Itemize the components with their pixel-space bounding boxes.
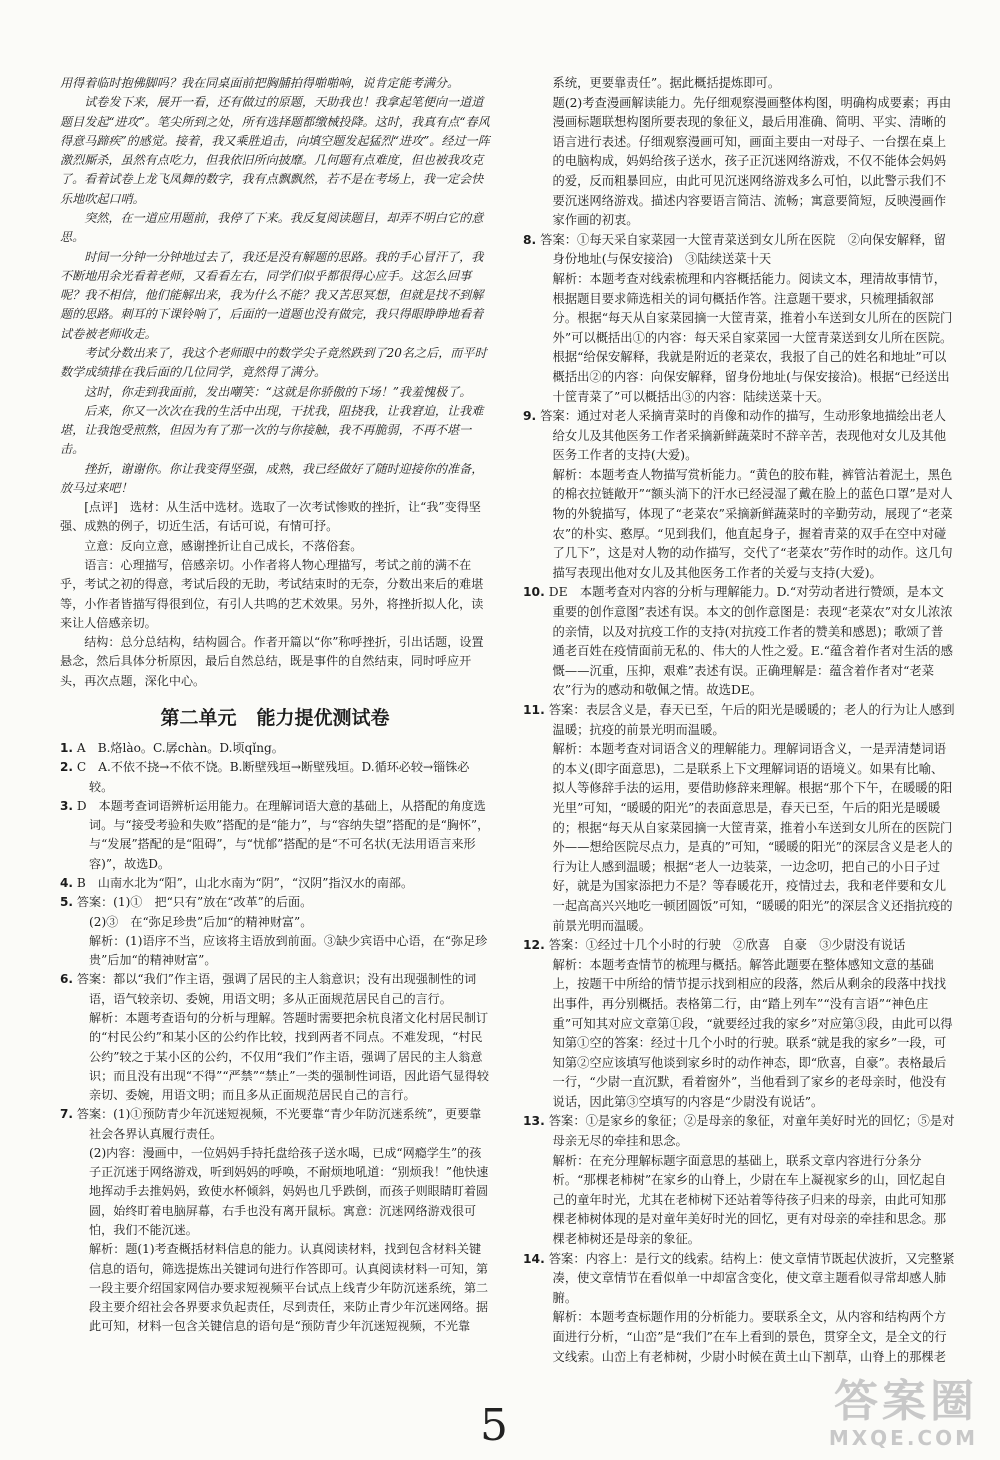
answer-text: (2)内容：漫画中，一位妈妈手持托盘给孩子送水喝，已成“网瘾学生”的孩子正沉迷于网络游戏，听到妈妈的呼唤，不耐烦地吼道：“别烦我！”他快速地挥动手去推妈妈，致使水杯倾斜，妈妈也几乎跌倒，而孩子则眼睛盯着圆圆，始终盯着电脑屏幕，右手也没有离开鼠标。寓意：沉迷网络游戏很可怕，我们不能沉迷。 [89, 1145, 489, 1238]
answer-item [60, 797, 490, 874]
answer-item [60, 874, 490, 893]
answer-text: 解析：本题考查对线索梳理和内容概括能力。阅读文本，理清故事情节，根据题目要求筛选相关的词句概括作答。注意题干要求，只梳理插叙部分。根据“每天从自家菜园摘一大筐青菜，推着小车送到女儿所在的医院门外”可以概括出①的内容：每天采自家菜园一大筐青菜送到女儿所在医院。根据“给保安解释，我就是附近的老菜农，我报了自己的姓名和地址”可以概括出②的内容：向保安解释，留身份地址(与保安接洽)。根据“已经送出十筐青菜了”可以概括出③的内容：陆续送菜十天。 [552, 271, 953, 404]
answer-item [523, 407, 955, 466]
answer-text: 答案：(1)① 把“只有”放在“改革”的后面。 [76, 895, 313, 910]
answer-item [523, 1112, 955, 1151]
answer-text: 答案：内容上：是行文的线索。结构上：使文章情节既起伏波折，又完整紧凑，使文章情节在看似单一中却富含变化，使文章主题看似寻常却感人肺腑。 [548, 1251, 955, 1305]
essay-paragraph: 试卷发下来，展开一看，还有做过的原题，天助我也！我拿起笔便向一道道题目发起“进攻”。笔尖所到之处，所有选择题都缴械投降。这时，我真有点“春风得意马蹄疾”的感觉。接着，我又乘胜追击，向填空题发起猛烈“进攻”。经过一阵激烈厮杀，虽然有点吃力，但我依旧所向披靡。几何题有点难度，但也被我攻克了。看着试卷上龙飞凤舞的数字，我有点飘飘然，若不是在考场上，我一定会快乐地吹起口哨。 [60, 95, 490, 206]
essay-paragraph: [点评] 选材：从生活中选材。选取了一次考试惨败的挫折，让“我”变得坚强、成熟的例子，切近生活，有话可说，有情可抒。 [60, 500, 481, 534]
answer-text: 解析：在充分理解标题字面意思的基础上，联系文章内容进行分条分析。“那棵老柿树”在家乡的山脊上，少尉在车上凝视家乡的山，回忆起自己的童年时光，尤其在老柿树下还站着等待孩子归来的母亲，由此可知那棵老柿树体现的是对童年美好时光的回忆，更有对母亲的牵挂和思念。那棵老柿树还是母亲的象征。 [552, 1153, 947, 1247]
question-number: 5. [60, 895, 74, 910]
answer-item [60, 758, 490, 797]
page-number: 5 [480, 1400, 508, 1451]
answer-item [523, 231, 955, 270]
answer-text: DE 本题考查对内容的分析与理解能力。D.“对劳动者进行赞颂，是本文重要的创作意图”表述有误。本文的创作意图是：表现“老菜农”对女儿浓浓的亲情，以及对抗疫工作的支持(对抗疫工作者的赞美和感恩)；歌颂了普通老百姓在疫情面前无私的、伟大的人性之爱。E.“蕴含着作者对生活的感慨——沉重，压抑，艰难”表述有误。正确理解是：蕴含着作者对“老菜农”行为的感动和敬佩之情。故选DE。 [548, 585, 953, 698]
question-number: 13. [523, 1114, 545, 1129]
answer-text: 解析：本题考查语句的分析与理解。答题时需要把余杭良渚文化村居民制订的“村民公约”和某小区的公约作比较，找到两者不同点。不难发现，“村民公约”较之于某小区的公约，不仅用“我们”作主语，强调了居民的主人翁意识；而且没有出现“不得”“严禁”“禁止”一类的强制性词语，因此语气显得较亲切、委婉，用语文明；而且多从正面规范居民自己的言行。 [89, 1010, 489, 1103]
question-number: 4. [60, 875, 74, 890]
answer-continuation [523, 466, 955, 584]
left-column [60, 74, 490, 1337]
essay-paragraph: 考试分数出来了，我这个老师眼中的数学尖子竟然跌到了20名之后，而平时数学成绩排在我后面的几位同学，竟然得了满分。 [60, 345, 487, 380]
answer-continuation [523, 1152, 955, 1250]
answer-text: 题(2)考查漫画解读能力。先仔细观察漫画整体构图，明确构成要素；再由漫画标题联想构图所要表现的象征义，最后用准确、简明、平实、清晰的语言进行表述。仔细观察漫画可知，画面主要由一对母子、一台摆在桌上的电脑构成，妈妈给孩子送水，孩子正沉迷网络游戏，不仅不能体会妈妈的爱，反而粗暴回应，由此可见沉迷网络游戏多么可怕，以此警示我们不要沉迷网络游戏。描述内容要语言简洁、流畅；寓意要简短，反映漫画作家作画的初衷。 [552, 95, 952, 228]
essay-paragraph: 结构：总分总结构，结构圆合。作者开篇以“你”称呼挫折，引出话题，设置悬念，然后具体分析原因，最后自然总结，既是事件的自然结束，同时呼应开头，再次点题，深化中心。 [60, 635, 484, 688]
answer-text: 答案：表层含义是，春天已至，午后的阳光是暖暖的；老人的行为让人感到温暖；抗疫的前景光明而温暖。 [548, 703, 955, 737]
answer-item [523, 936, 955, 956]
answer-continuation [523, 956, 955, 1113]
answer-item [60, 1105, 490, 1144]
answer-item [60, 893, 490, 912]
question-number: 8. [523, 232, 537, 247]
essay-paragraph: 挫折，谢谢你。你让我变得坚强，成熟，我已经做好了随时迎接你的准备，放马过来吧！ [60, 461, 484, 495]
test-name: 能力提优测试卷 [256, 707, 390, 729]
answer-continuation [523, 740, 955, 936]
answer-continuation [60, 1144, 490, 1240]
question-number: 12. [523, 938, 545, 953]
answer-continuation [523, 1308, 955, 1367]
answer-text: 答案：(1)①预防青少年沉迷短视频，不光要靠“青少年防沉迷系统”，更要靠社会各界认真履行责任。 [76, 1107, 482, 1141]
answer-text: 答案：都以“我们”作主语，强调了居民的主人翁意识；没有出现强制性的词语，语气较亲切、委婉，用语文明；多从正面规范居民自己的言行。 [76, 972, 477, 1006]
answer-text: 解析：题(1)考查概括材料信息的能力。认真阅读材料，找到包含材料关键信息的语句，筛选提炼出关键词句进行作答即可。认真阅读材料一可知，第一段主要介绍国家网信办要求短视频平台试点上线青少年防沉迷系统，第二段主要介绍社会各界要求负起责任，尽到责任，来防止青少年沉迷网络。据此可知，材料一包含关键信息的语句是“预防青少年沉迷短视频，不光靠 [89, 1242, 489, 1334]
answer-continuation [60, 913, 490, 932]
answer-text: 解析：本题考查对词语含义的理解能力。理解词语含义，一是弄清楚词语的本义(即字面意思)，二是联系上下文理解词语的语境义。如果有比喻、拟人等修辞手法的运用，要借助修辞来理解。根据“那个下午，在暖暖的阳光里”可知，“暖暖的阳光”的表面意思是，春天已至，午后的阳光是暖暖的；根据“每天从自家菜园摘一大筐青菜，推着小车送到女儿所在的医院门外——想给医院尽点力，是真的”可知，“暖暖的阳光”的深层含义是老人的行为让人感到温暖；根据“老人一边装菜，一边念叨，把自己的小日子过好，就是为国家添把力不是？等春暖花开，疫情过去，我和老伴要和女儿一起高高兴兴地吃一顿团圆饭”可知，“暖暖的阳光”的深层含义还指抗疫的前景光明而温暖。 [552, 742, 953, 933]
essay-paragraph: 用得着临时抱佛脚吗？我在同桌面前把胸脯拍得啪啪响，说肯定能考满分。 [60, 76, 460, 90]
essay-paragraph: 突然，在一道应用题前，我停了下来。我反复阅读题目，却弄不明白它的意思。 [60, 210, 484, 245]
essay-paragraph: 立意：反向立意，感谢挫折让自己成长，不落俗套。 [84, 538, 363, 553]
answer-text: 解析：本题考查标题作用的分析能力。要联系全文，从内容和结构两个方面进行分析，“山峦”是“我们”在车上看到的景色，贯穿全文，是全文的行文线索。山峦上有老柿树，少尉小时候在黄土山下割草，山脊上的那棵老 [552, 1310, 947, 1364]
answer-continuation [523, 94, 955, 231]
answer-continuation [60, 1240, 490, 1336]
answer-text: 解析：本题考查情节的梳理与概括。解答此题要在整体感知文意的基础上，按题干中所给的情节提示找到相应的段落，然后从剩余的段落中找找出事件，再分别概括。表格第二行，由“踏上列车”“没有言语”“神色庄重”可知其对应文章第①段，“就要经过我的家乡”对应第③段，由此可以得知第①空的答案：经过十几个小时的行驶。联系“就是我的家乡”一段，可知第②空应该填写他谈到家乡时的动作神态，即“欣喜，自豪”。表格最后一行，“少尉一直沉默，看着窗外”，当他看到了家乡的老母亲时，他没有说话，因此第③空填写的内容是“少尉没有说话”。 [552, 957, 953, 1109]
question-number: 14. [523, 1251, 545, 1266]
essay-paragraph: 语言：心理描写，倍感亲切。小作者将人物心理描写，考试之前的满不在乎，考试之初的得意，考试后段的无助，考试结束时的无奈，分数出来后的难堪等，小作者皆描写得很到位，有引人共鸣的艺术效果。另外，将挫折拟人化，读来让人倍感亲切。 [60, 558, 484, 630]
question-number: 1. [60, 741, 74, 755]
answer-text: 解析：(1)语序不当，应该将主语放到前面。③缺少宾语中心语，在“弥足珍贵”后加“的精神财富”。 [89, 933, 488, 968]
answer-continuation [60, 932, 490, 971]
answer-text: 答案：①是家乡的象征；②是母亲的象征，对童年美好时光的回忆；⑤是对母亲无尽的牵挂和思念。 [548, 1114, 955, 1149]
answer-item [60, 739, 490, 758]
answer-continuation [523, 270, 955, 407]
answer-text: 答案：①经过十几个小时的行驶 ②欣喜 自豪 ③少尉没有说话 [548, 938, 906, 953]
question-number: 9. [523, 409, 537, 424]
essay-paragraph: 这时，你走到我面前，发出嘲笑：“这就是你骄傲的下场！”我羞愧极了。 [84, 384, 472, 399]
essay-paragraph: 时间一分钟一分钟地过去了，我还是没有解题的思路。我的手心冒汗了，我不断地用余光看着老师，又看看左右，同学们似乎都很得心应手。这怎么回事呢？我不相信，他们能解出来，我为什么不能？我又苦思冥想，但就是找不到解题的思路。刺耳的下课铃响了，后面的一道题也没有做完，我只得眼睁睁地看着试卷被老师收走。 [60, 249, 484, 341]
question-number: 10. [523, 585, 545, 600]
answer-text: D 本题考查词语辨析运用能力。在理解词语大意的基础上，从搭配的角度选词。与“接受考验和失败”搭配的是“能力”，与“容纳失望”搭配的是“胸怀”，与“发展”搭配的是“阻碍”，与“忧郁”搭配的是“不可名状(无法用语言来形容)”，故选D。 [76, 798, 490, 871]
right-column [523, 74, 955, 1367]
watermark-title: 答案圈 [834, 1376, 978, 1427]
answer-text: A B.烙lào。C.孱chàn。D.顷qǐng。 [76, 741, 284, 755]
answer-item [523, 583, 955, 701]
watermark-url: MXQE.COM [828, 1426, 978, 1450]
answer-text: 系统，更要靠责任”。据此概括提炼即可。 [552, 76, 781, 90]
answer-text: 解析：本题考查人物描写赏析能力。“黄色的胶布鞋，裤管沾着泥土，黑色的棉衣拉链敞开”“额头淌下的汗水已经浸湿了戴在脸上的蓝色口罩”是对人物的外貌描写，体现了“老菜农”采摘新鲜蔬菜时的辛勤劳动，展现了“老菜农”的朴实、憨厚。“见到我们，他直起身子，握着青菜的双手在空中对碰了几下”，这是对人物的动作描写，交代了“老菜农”劳作时的动作。这几句描写表现出他对女儿及其他医务工作者的关爱与支持(大爱)。 [552, 467, 953, 580]
answer-text: (2)③ 在“弥足珍贵”后加“的精神财富”。 [89, 914, 313, 929]
answer-text: B 山南水北为“阳”，山北水南为“阴”，“汉阴”指汉水的南部。 [76, 875, 414, 890]
answer-text: C A.不依不挠→不依不饶。B.断壁残垣→断壁残垣。D.循环必较→锱铢必较。 [76, 760, 470, 794]
question-number: 11. [523, 703, 545, 717]
essay-paragraph: 后来，你又一次次在我的生活中出现，干扰我，阻挠我，让我窘迫，让我难堪，让我饱受煎熬，但因为有了那一次的与你接触，我不再脆弱，不再不堪一击。 [60, 403, 484, 457]
watermark-logo [829, 1378, 978, 1450]
question-number: 2. [60, 760, 74, 775]
unit-title [60, 703, 490, 733]
answer-item [523, 701, 955, 740]
unit-name: 第二单元 [160, 707, 237, 729]
question-number: 6. [60, 972, 74, 987]
answer-item [523, 1250, 955, 1309]
answer-continuation [523, 74, 955, 94]
question-number: 7. [60, 1107, 74, 1122]
answer-text: 答案：通过对老人采摘青菜时的肖像和动作的描写，生动形象地描绘出老人给女儿及其他医务工作者采摘新鲜蔬菜时不辞辛苦，表现他对女儿及其他医务工作者的支持(大爱)。 [540, 409, 947, 463]
answer-item [60, 970, 490, 1009]
answer-text: 答案：①每天采自家菜园一大筐青菜送到女儿所在医院 ②向保安解释，留身份地址(与保安接洽) ③陆续送菜十天 [540, 232, 946, 267]
answer-continuation [60, 1009, 490, 1105]
question-number: 3. [60, 798, 74, 813]
